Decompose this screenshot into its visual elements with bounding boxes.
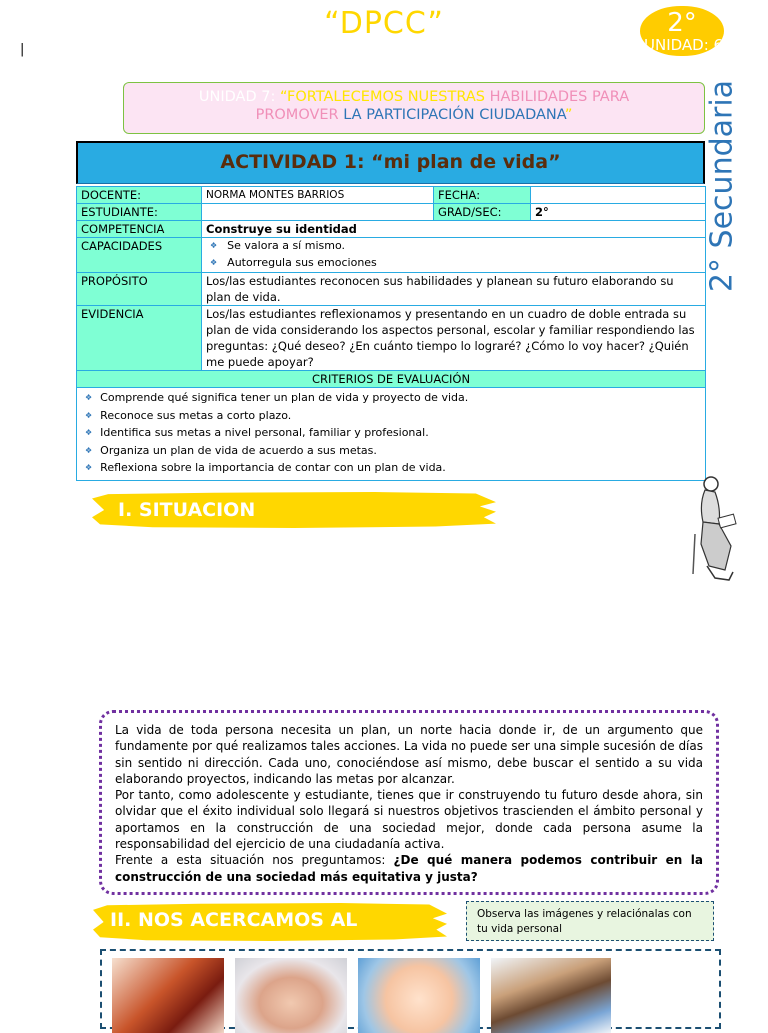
table-row (77, 238, 706, 273)
capacidades-list (206, 238, 701, 272)
proposito-value: Los/las estudiantes reconocen sus habilidades y planean su futuro elaborando su plan de vida. (202, 273, 706, 306)
criterios-cell (77, 388, 706, 481)
list-item: ❖ Se valora a sí mismo. (210, 238, 701, 255)
docente-label: DOCENTE: (77, 187, 202, 204)
grade-badge (640, 6, 724, 56)
grad-sec-value: 2° (531, 204, 706, 221)
reading-person-icon (685, 474, 749, 584)
evidencia-value: Los/las estudiantes reflexionamos y presentando en un cuadro de doble entrada su plan de vida considerando los aspectos personal, escolar y familiar respondiendo las preguntas: ¿Qué deseo? ¿En cuánto tiempo lo lograré? ¿Cómo lo voy hacer? ¿Quién me puede apoyar? (202, 306, 706, 371)
unit-banner (123, 82, 705, 134)
criterios-list (77, 388, 705, 480)
table-row (77, 371, 706, 388)
newborn-photo (235, 958, 347, 1033)
section1-title: I. SITUACION (118, 499, 256, 521)
section2-title: II. NOS ACERCAMOS AL (110, 909, 358, 931)
situation-paragraph-1: La vida de toda persona necesita un plan, un norte hacia donde ir, de un argumento que fundamente por qué realizamos tales acciones. La vida no puede ser una simple sucesión de días sin sentido ni dirección. Cada uno, conociéndose así mismo, debe buscar el sentido a su vida elaborando proyectos, indicando las metas por alcanzar. (115, 723, 703, 786)
baby-photo (358, 958, 480, 1033)
list-item: ❖ Organiza un plan de vida de acuerdo a sus metas. (85, 443, 705, 461)
unit-title-part4: LA PARTICIPACIÓN CIUDADANA (343, 107, 565, 123)
grade-badge-unit: UNIDAD: 6 (644, 36, 724, 54)
competencia-label: COMPETENCIA (77, 221, 202, 238)
unit-title-part3: PROMOVER (255, 107, 344, 123)
table-row (77, 187, 706, 204)
table-row (77, 221, 706, 238)
situation-text-box (99, 710, 719, 895)
unit-title-part1: “FORTALECEMOS NUESTRAS (279, 89, 490, 105)
list-item: ❖ Reconoce sus metas a corto plazo. (85, 408, 705, 426)
vertical-grade-label (700, 70, 744, 302)
images-strip (100, 949, 721, 1029)
situation-paragraph-2: Por tanto, como adolescente y estudiante, tienes que ir construyendo tu futuro desde ahora, sin olvidar que el éxito individual solo llegará si nuestros objetivos trascienden el ámbito personal y aportamos en la construcción de una sociedad mejor, donde cada persona asume la responsabilidad del ejercicio de una ciudadanía activa. (115, 788, 703, 852)
grade-badge-grade: 2° (667, 8, 697, 38)
situation-paragraph-3 (115, 852, 703, 885)
list-item: ❖ Autorregula sus emociones (210, 255, 701, 272)
estudiante-value[interactable] (202, 204, 434, 221)
reading-person-illustration (685, 474, 749, 584)
observe-instruction-box: Observa las imágenes y relaciónalas con tu vida personal (466, 901, 714, 941)
competencia-value: Construye su identidad (202, 221, 706, 238)
unit-title-part5: ” (564, 107, 573, 123)
list-item: ❖ Comprende qué significa tener un plan de vida y proyecto de vida. (85, 390, 705, 408)
child-studying-photo (491, 958, 611, 1033)
situation-question: ¿De qué manera podemos contribuir en la construcción de una sociedad más equitativa y justa? (115, 853, 704, 884)
proposito-label: PROPÓSITO (77, 273, 202, 306)
evidencia-label: EVIDENCIA (77, 306, 202, 371)
fecha-label: FECHA: (434, 187, 531, 204)
text-cursor: | (20, 42, 25, 57)
unit-title-part2: HABILIDADES PARA (489, 89, 630, 105)
estudiante-label: ESTUDIANTE: (77, 204, 202, 221)
capacidades-label: CAPACIDADES (77, 238, 202, 273)
table-row (77, 306, 706, 371)
vertical-grade-text: 2° Secundaria (704, 79, 740, 293)
table-row (77, 388, 706, 481)
situation-question-intro: Frente a esta situación nos preguntamos: (115, 853, 394, 868)
document-title: “DPCC” (324, 6, 444, 41)
docente-value: NORMA MONTES BARRIOS (202, 187, 434, 204)
fetus-photo (112, 958, 224, 1033)
fecha-value[interactable] (531, 187, 706, 204)
info-table (76, 186, 706, 481)
list-item: ❖ Identifica sus metas a nivel personal, familiar y profesional. (85, 425, 705, 443)
activity-title: ACTIVIDAD 1: “mi plan de vida” (76, 141, 705, 184)
grad-sec-label: GRAD/SEC: (434, 204, 531, 221)
capacidades-cell (202, 238, 706, 273)
table-row (77, 273, 706, 306)
table-row (77, 204, 706, 221)
unit-prefix: UNIDAD 7: (198, 89, 280, 105)
list-item: ❖ Reflexiona sobre la importancia de contar con un plan de vida. (85, 460, 705, 478)
criterios-header: CRITERIOS DE EVALUACIÓN (77, 371, 706, 388)
